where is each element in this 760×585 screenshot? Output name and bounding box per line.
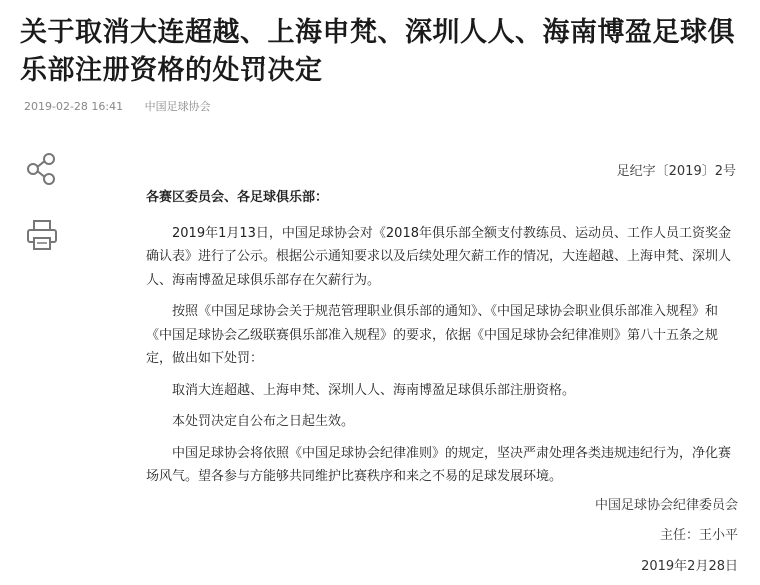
share-icon[interactable] (25, 152, 59, 186)
paragraph-2: 按照《中国足球协会关于规范管理职业俱乐部的通知》、《中国足球协会职业俱乐部准入规程》和《中国足球协会乙级联赛俱乐部准入规程》的要求，依据《中国足球协会纪律准则》第八十五条之规定，做出如下处罚： (146, 304, 719, 366)
paragraph-1: 2019年1月13日，中国足球协会对《2018年俱乐部全额支付教练员、运动员、工作人员工资奖金确认表》进行了公示。根据公示通知要求以及后续处理欠薪工作的情况，大连超越、上海申梵、深圳人人、海南博盈足球俱乐部存在欠薪行为。 (146, 225, 732, 288)
publish-datetime: 2019-02-28 16:41 (24, 100, 124, 113)
salutation: 各赛区委员会、各足球俱乐部： (146, 190, 329, 205)
paragraph-3: 取消大连超越、上海申梵、深圳人人、海南博盈足球俱乐部注册资格。 (172, 382, 576, 398)
signature-date: 2019年2月28日 (641, 559, 738, 574)
document-number: 足纪字〔2019〕2号 (616, 164, 736, 179)
article-body (146, 186, 738, 497)
paragraph-5: 中国足球协会将依照《中国足球协会纪律准则》的规定，坚决严肃处理各类违规违纪行为，净化赛场风气。望各参与方能够共同维护比赛秩序和来之不易的足球发展环境。 (146, 445, 732, 484)
article-title: 关于取消大连超越、上海申梵、深圳人人、海南博盈足球俱乐部注册资格的处罚决定 (20, 17, 735, 86)
source-link[interactable]: 中国足球协会 (144, 100, 211, 113)
signature-org: 中国足球协会纪律委员会 (594, 498, 738, 513)
article-meta (24, 98, 229, 114)
signature-chair: 主任：王小平 (659, 528, 738, 543)
paragraph-4: 本处罚决定自公布之日起生效。 (172, 414, 355, 429)
print-icon[interactable] (25, 218, 59, 252)
